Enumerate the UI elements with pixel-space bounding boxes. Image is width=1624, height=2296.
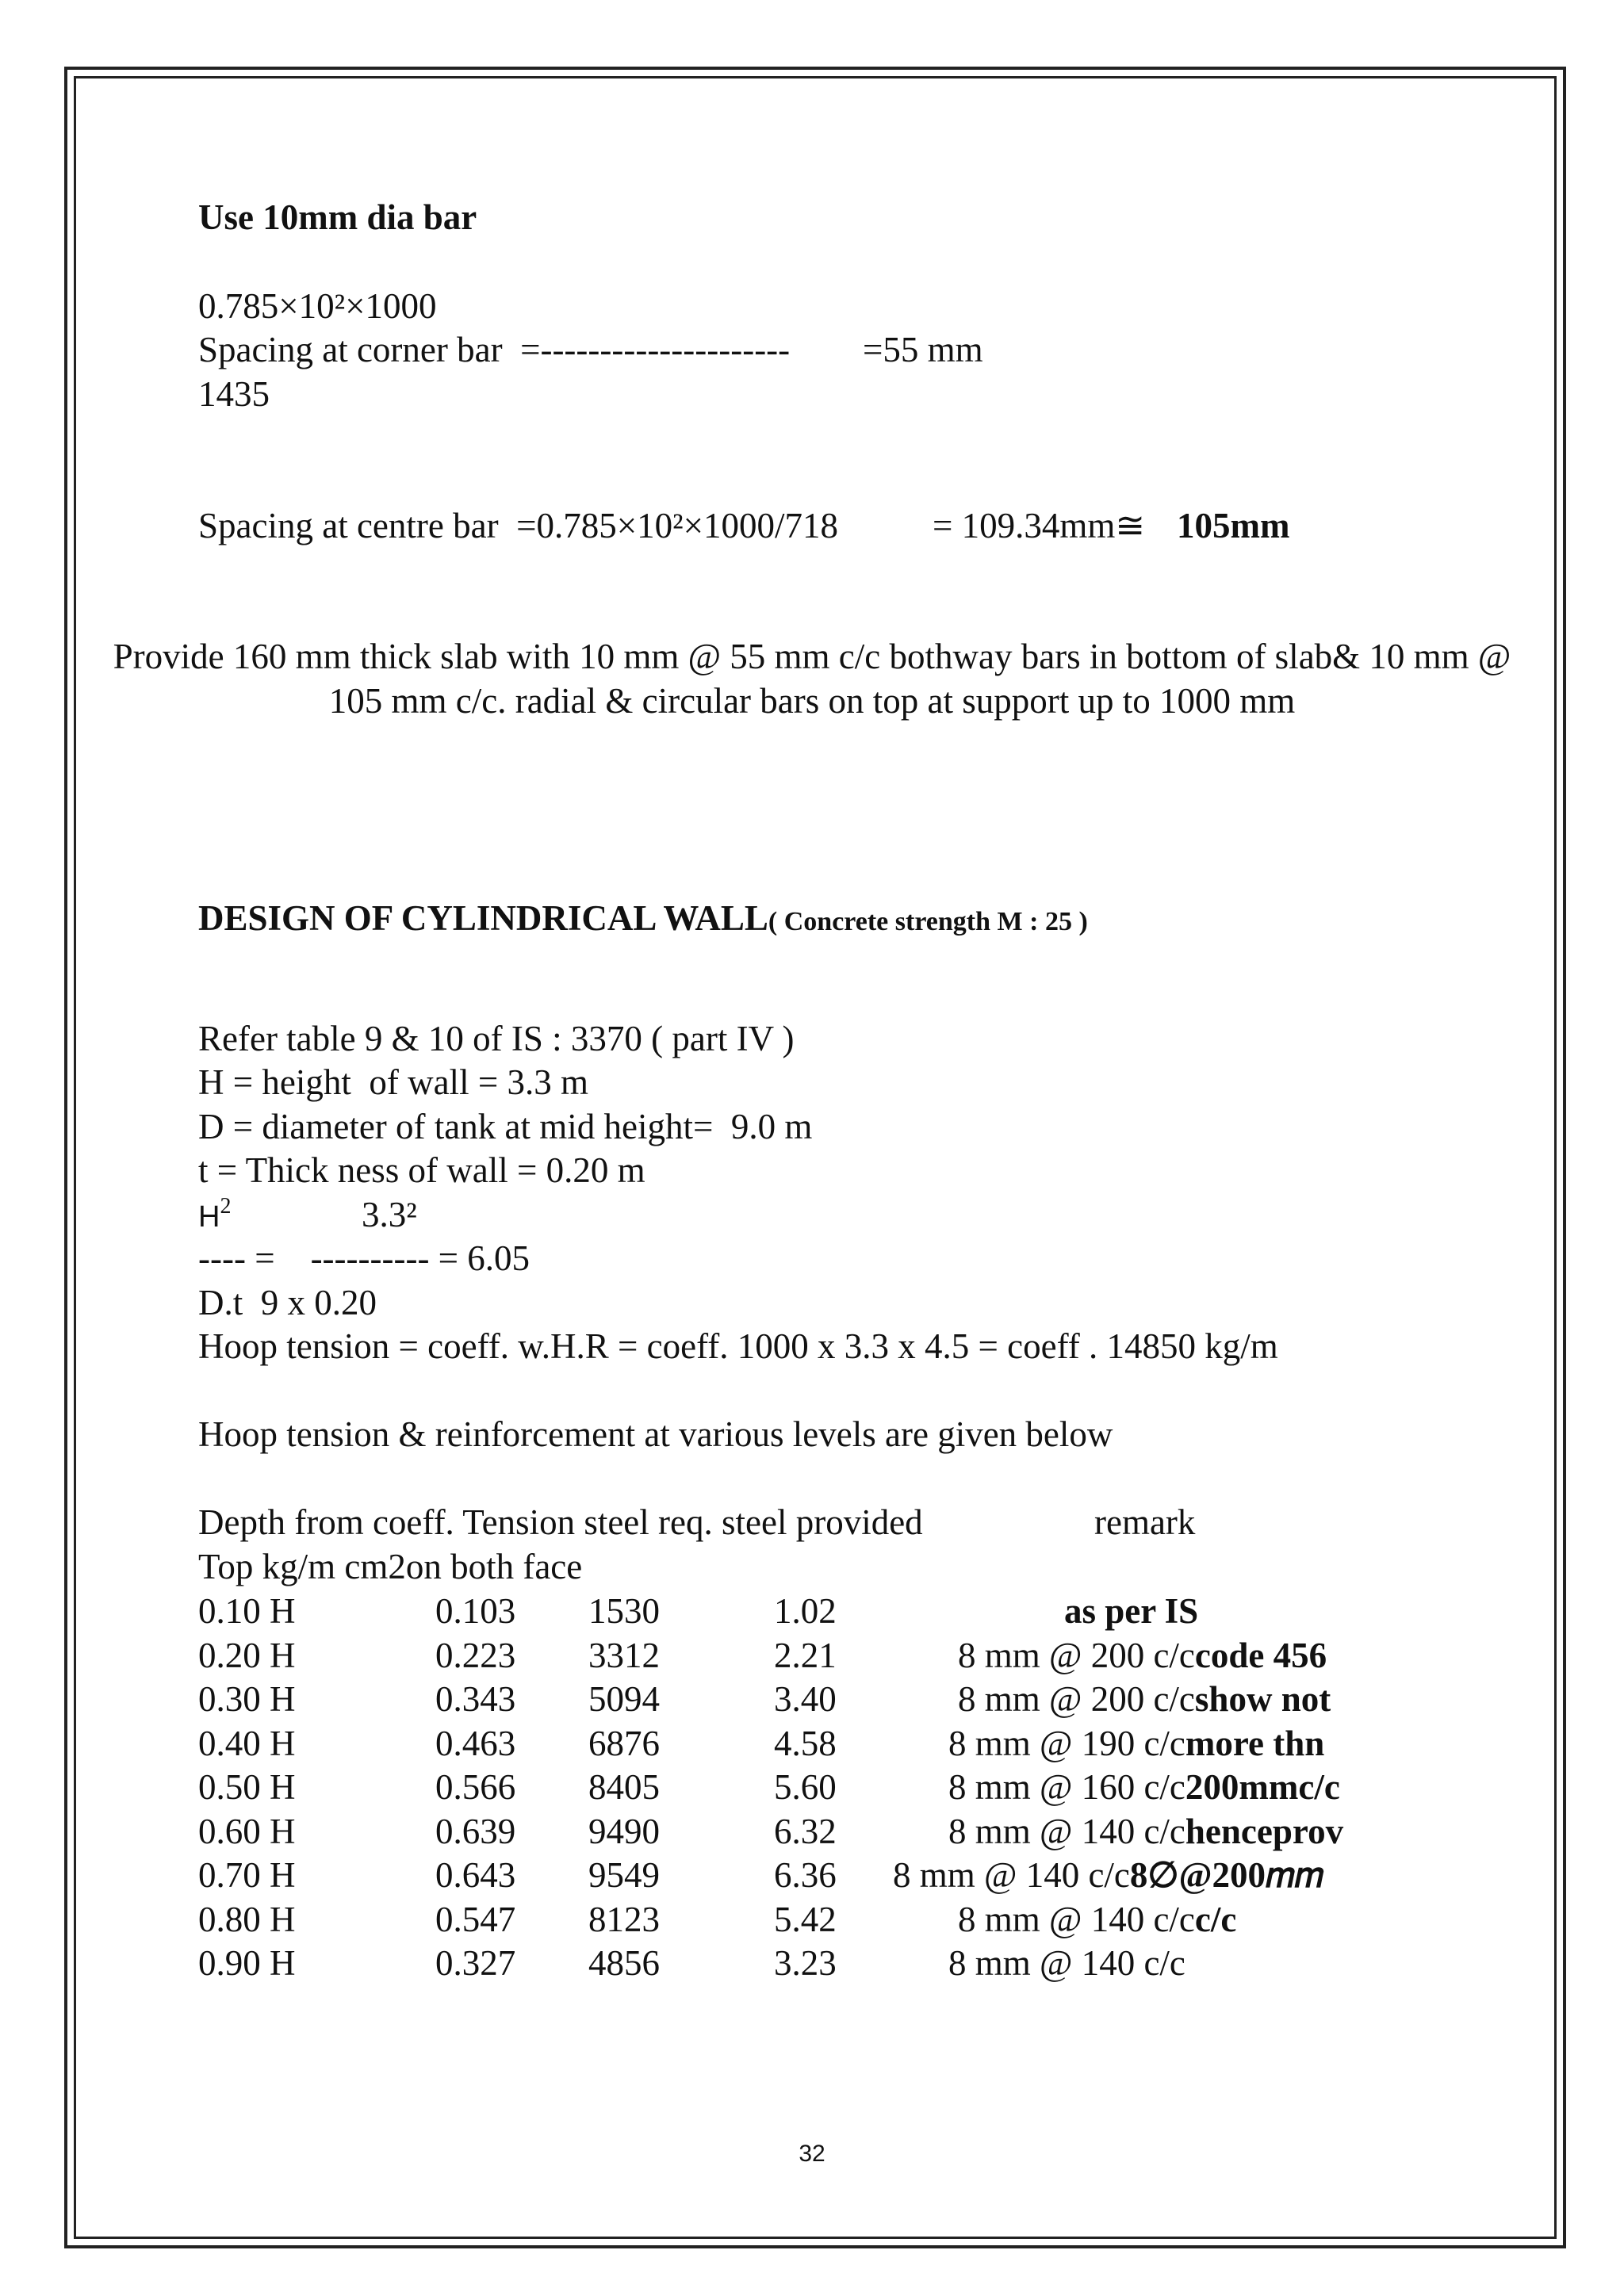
ratio-h-sup: 2 xyxy=(220,1194,232,1219)
centre-result: = 109.34mm≅ xyxy=(933,506,1146,545)
bar-heading: Use 10mm dia bar xyxy=(198,197,477,237)
cell-steel-provided: 8 mm @ 200 c/c xyxy=(958,1636,1195,1675)
cell-steel-provided: 8 mm @ 190 c/c xyxy=(948,1724,1185,1763)
table-header-2: Top kg/m cm2on both face xyxy=(198,1547,583,1586)
cell-coeff: 0.639 xyxy=(435,1812,516,1851)
cell-depth: 0.80 H xyxy=(198,1900,296,1939)
cell-coeff: 0.223 xyxy=(435,1636,516,1675)
cell-remark: 200mmc/c xyxy=(1185,1767,1340,1807)
cell-remark: 8∅@200𝑚𝑚 xyxy=(1129,1855,1324,1895)
centre-rounded: 105mm xyxy=(1177,506,1290,545)
provide-paragraph: Provide 160 mm thick slab with 10 mm @ 55 mm c/c bothway bars in bottom of slab& 10 mm @ 105 mm c/c. radial & circular bars on top at support up to 1000 mm xyxy=(113,637,1511,721)
param-line: D = diameter of tank at mid height= 9.0 m xyxy=(198,1107,813,1146)
table-header-remark: remark xyxy=(1094,1502,1196,1542)
hoop-tension-formula: Hoop tension = coeff. w.H.R = coeff. 1000 x 3.3 x 4.5 = coeff . 14850 kg/m xyxy=(198,1326,1278,1366)
corner-result: =55 mm xyxy=(863,330,983,369)
cell-tension: 3312 xyxy=(588,1636,660,1675)
wall-subheading: ( Concrete strength M : 25 ) xyxy=(768,907,1088,936)
wall-heading-line xyxy=(198,898,1088,938)
cell-tension: 8123 xyxy=(588,1900,660,1939)
cell-depth: 0.50 H xyxy=(198,1767,296,1807)
cell-remark: henceprov xyxy=(1185,1812,1344,1851)
cell-provided-remark xyxy=(958,1902,1236,1938)
cell-remark: code 456 xyxy=(1194,1636,1327,1675)
cell-coeff: 0.566 xyxy=(435,1767,516,1807)
cell-provided-remark xyxy=(958,1679,1331,1719)
hoop-intro: Hoop tension & reinforcement at various levels are given below xyxy=(198,1414,1113,1454)
cell-coeff: 0.643 xyxy=(435,1855,516,1895)
cell-tension: 1530 xyxy=(588,1591,660,1631)
cell-tension: 8405 xyxy=(588,1767,660,1807)
centre-label: Spacing at centre bar =0.785×10²×1000/718 xyxy=(198,506,838,545)
cell-steel-provided: 8 mm @ 140 c/c xyxy=(948,1943,1185,1983)
corner-label: Spacing at corner bar =--------------------- xyxy=(198,330,791,369)
cell-steel-provided: 8 mm @ 160 c/c xyxy=(948,1767,1185,1807)
cell-steel-req: 5.42 xyxy=(774,1900,837,1939)
cell-depth: 0.30 H xyxy=(198,1679,296,1719)
corner-numerator: 0.785×10²×1000 xyxy=(198,286,437,326)
cell-remark: more thn xyxy=(1185,1724,1325,1763)
cell-steel-provided: 8 mm @ 200 c/c xyxy=(958,1679,1195,1719)
cell-provided-remark xyxy=(948,1943,1185,1983)
cell-provided-remark xyxy=(948,1767,1340,1807)
cell-steel-req: 2.21 xyxy=(774,1636,837,1675)
cell-depth: 0.70 H xyxy=(198,1855,296,1895)
cell-provided-remark xyxy=(1064,1591,1199,1631)
cell-remark: show not xyxy=(1194,1679,1331,1719)
cell-depth: 0.60 H xyxy=(198,1812,296,1851)
param-line: Refer table 9 & 10 of IS : 3370 ( part IV ) xyxy=(198,1019,795,1058)
cell-steel-provided: 8 mm @ 140 c/c xyxy=(893,1855,1130,1895)
cell-provided-remark xyxy=(893,1855,1324,1895)
cell-steel-req: 6.32 xyxy=(774,1812,837,1851)
cell-steel-req: 3.23 xyxy=(774,1943,837,1983)
ratio-value-top: 3.3² xyxy=(362,1195,417,1234)
table-header-1: Depth from coeff. Tension steel req. steel provided xyxy=(198,1502,923,1542)
cell-steel-req: 3.40 xyxy=(774,1679,837,1719)
cell-remark: c/c xyxy=(1194,1900,1237,1939)
cell-steel-req: 5.60 xyxy=(774,1767,837,1807)
cell-coeff: 0.343 xyxy=(435,1679,516,1719)
cell-depth: 0.20 H xyxy=(198,1636,296,1675)
cell-coeff: 0.327 xyxy=(435,1943,516,1983)
cell-steel-provided: 8 mm @ 140 c/c xyxy=(948,1812,1185,1851)
ratio-denominator: D.t 9 x 0.20 xyxy=(198,1283,377,1322)
page-number: 32 xyxy=(799,2141,825,2167)
param-line: H = height of wall = 3.3 m xyxy=(198,1062,588,1102)
cell-tension: 6876 xyxy=(588,1724,660,1763)
cell-provided-remark xyxy=(948,1814,1343,1850)
cell-steel-req: 4.58 xyxy=(774,1724,837,1763)
cell-tension: 9490 xyxy=(588,1812,660,1851)
cell-steel-req: 1.02 xyxy=(774,1591,837,1631)
cell-steel-provided: 8 mm @ 140 c/c xyxy=(958,1900,1195,1939)
cell-coeff: 0.547 xyxy=(435,1900,516,1939)
cell-provided-remark xyxy=(958,1638,1327,1674)
wall-heading: DESIGN OF CYLINDRICAL WALL xyxy=(198,898,768,938)
ratio-line: ---- = ---------- = 6.05 xyxy=(198,1238,530,1278)
param-line: t = Thick ness of wall = 0.20 m xyxy=(198,1150,645,1190)
cell-depth: 0.90 H xyxy=(198,1943,296,1983)
cell-depth: 0.10 H xyxy=(198,1591,296,1631)
ratio-h-symbol: H xyxy=(198,1200,220,1234)
cell-remark: as per IS xyxy=(1064,1591,1199,1631)
cell-steel-req: 6.36 xyxy=(774,1855,837,1895)
cell-coeff: 0.463 xyxy=(435,1724,516,1763)
cell-tension: 5094 xyxy=(588,1679,660,1719)
cell-provided-remark xyxy=(948,1726,1324,1762)
ratio-numerator xyxy=(198,1194,232,1234)
cell-depth: 0.40 H xyxy=(198,1724,296,1763)
cell-tension: 9549 xyxy=(588,1855,660,1895)
cell-tension: 4856 xyxy=(588,1943,660,1983)
corner-denominator: 1435 xyxy=(198,374,270,414)
cell-coeff: 0.103 xyxy=(435,1591,516,1631)
